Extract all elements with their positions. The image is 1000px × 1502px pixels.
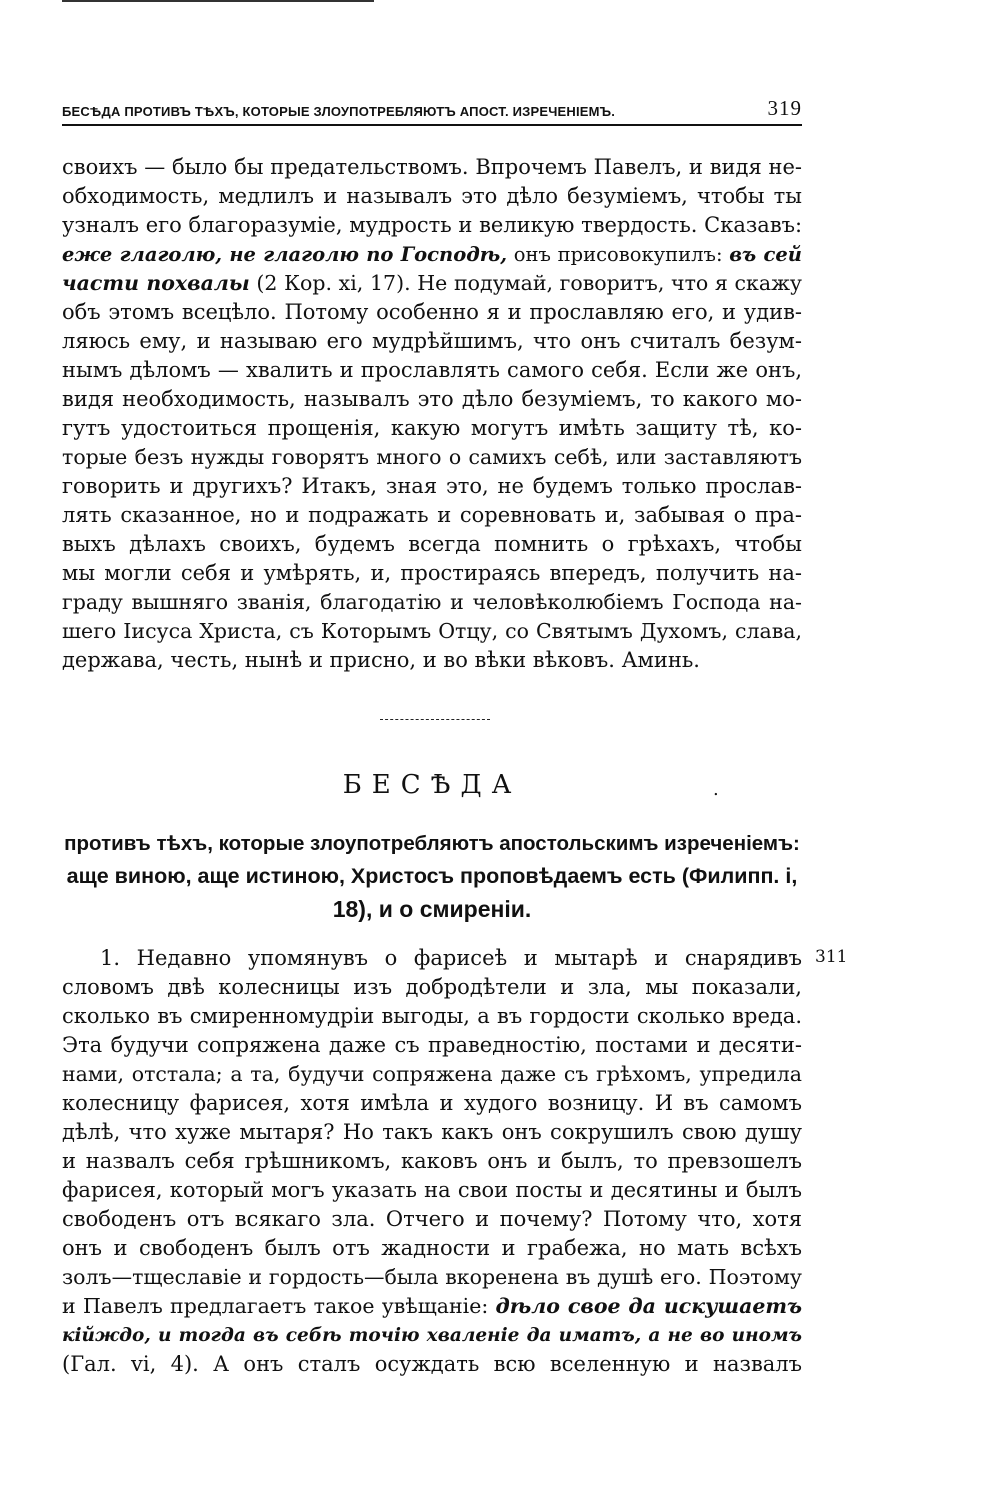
- text-line: фарисея, который могъ указать на свои посты и десятины и былъ: [62, 1178, 802, 1202]
- running-title: БЕСѢДА ПРОТИВЪ ТѢХЪ, КОТОРЫЕ ЗЛОУПОТРЕБЛЯЮТЪ АПОСТ. ИЗРЕЧЕНІЕМЪ.: [62, 104, 616, 119]
- text-line: шего Іисуса Христа, съ Которымъ Отцу, со Святымъ Духомъ, слава,: [62, 619, 802, 643]
- text-line: 1. Недавно упомянувъ о фарисеѣ и мытарѣ и снарядивъ: [100, 946, 802, 970]
- text-run: (2 Кор. xi, 17). Не подумай, говоритъ, что я скажу: [249, 271, 802, 295]
- text-line: граду вышняго званія, благодатію и человѣколюбіемъ Господа на-: [62, 590, 802, 614]
- scripture-quote: дѣло свое да искушаетъ: [495, 1294, 802, 1318]
- top-rule: [62, 0, 374, 2]
- text-line: Эта будучи сопряжена даже съ праведностію, постами и десяти-: [62, 1033, 802, 1057]
- section-separator: [380, 719, 490, 720]
- scripture-quote-line: кійждо, и тогда въ себѣ точію хваленіе да иматъ, а не во иномъ: [62, 1325, 802, 1346]
- scripture-quote: еже глаголю, не глаголю по Господѣ,: [62, 243, 508, 266]
- text-line: гутъ удостоиться прощенія, какую могутъ имѣть защиту тѣ, ко-: [62, 416, 802, 440]
- paragraph-continuation: [62, 153, 802, 675]
- text-line: ляюсь ему, и называю его мудрѣйшимъ, что онъ считалъ безум-: [62, 329, 802, 353]
- text-line: лять сказанное, но и подражать и соревновать и, забывая о пра-: [62, 503, 802, 527]
- text-run: и Павелъ предлагаетъ такое увѣщаніе:: [62, 1294, 496, 1318]
- text-line: [62, 269, 802, 298]
- scripture-quote: въ сей: [729, 243, 802, 266]
- paragraph-body: [62, 944, 802, 1379]
- page-number: 319: [767, 96, 802, 120]
- text-line: колесницу фарисея, хотя имѣла и худого возницу. И въ самомъ: [62, 1091, 802, 1115]
- text-line: обходимость, медлилъ и называлъ это дѣло безуміемъ, чтобы ты: [62, 184, 802, 208]
- text-line: онъ и свободенъ былъ отъ жадности и грабежа, но мать всѣхъ: [62, 1236, 802, 1260]
- text-line: свободенъ отъ всякаго зла. Отчего и почему? Потому что, хотя: [62, 1207, 802, 1231]
- subtitle-line: 18), и о смиреніи.: [332, 896, 532, 922]
- stray-mark: .: [713, 779, 719, 800]
- sermon-title: БЕСѢДА: [342, 770, 522, 800]
- text-line: [62, 1292, 802, 1321]
- margin-number: 311: [815, 947, 848, 967]
- text-line: своихъ — было бы предательствомъ. Впрочемъ Павелъ, и видя не-: [62, 155, 802, 179]
- scripture-quote: части похвалы: [62, 271, 250, 295]
- text-line: сколько въ смиренномудріи выгоды, а въ гордости сколько вреда.: [62, 1004, 802, 1028]
- text-line: золъ—тщеславіе и гордость—была вкоренена въ душѣ его. Поэтому: [62, 1265, 802, 1289]
- text-line: узналъ его благоразуміе, мудрость и великую твердость. Сказавъ:: [62, 213, 803, 237]
- text-line: торые безъ нужды говорятъ много о самихъ себѣ, или заставляютъ: [62, 445, 802, 469]
- subtitle-line: аще виною, аще истиною, Христосъ проповѣдаемъ есть (Филипп. і,: [66, 864, 798, 888]
- text-line: говорить и другихъ? Итакъ, зная это, не будемъ только прослав-: [62, 474, 802, 498]
- running-head: [62, 94, 802, 126]
- sermon-subtitle: [62, 827, 802, 926]
- text-line: дѣлѣ, что хуже мытаря? Но такъ какъ онъ сокрушилъ свою душу: [62, 1120, 802, 1144]
- text-run: онъ присовокупилъ:: [507, 243, 730, 266]
- text-line: нами, отстала; а та, будучи сопряжена даже съ грѣхомъ, упредила: [62, 1062, 802, 1086]
- text-line: словомъ двѣ колесницы изъ добродѣтели и зла, мы показали,: [62, 975, 802, 999]
- text-line: держава, честь, нынѣ и присно, и во вѣки вѣковъ. Аминь.: [62, 648, 700, 672]
- text-line: видя необходимость, называлъ это дѣло безуміемъ, то какого мо-: [62, 387, 802, 411]
- text-line: объ этомъ всецѣло. Потому особенно я и прославляю его, и удив-: [62, 300, 802, 324]
- text-line: выхъ дѣлахъ своихъ, будемъ всегда помнить о грѣхахъ, чтобы: [62, 532, 802, 556]
- subtitle-line: противъ тѣхъ, которые злоупотребляютъ апостольскимъ изреченіемъ:: [64, 832, 800, 855]
- text-line: мы могли себя и умѣрять, и, простираясь впередъ, получить на-: [62, 561, 802, 585]
- text-line: [62, 240, 802, 269]
- text-line: и назвалъ себя грѣшникомъ, каковъ онъ и былъ, то превзошелъ: [62, 1149, 802, 1173]
- text-line: (Гал. vi, 4). А онъ сталъ осуждать всю вселенную и назвалъ: [62, 1352, 802, 1376]
- text-line: нымъ дѣломъ — хвалить и прославлять самого себя. Если же онъ,: [62, 358, 802, 382]
